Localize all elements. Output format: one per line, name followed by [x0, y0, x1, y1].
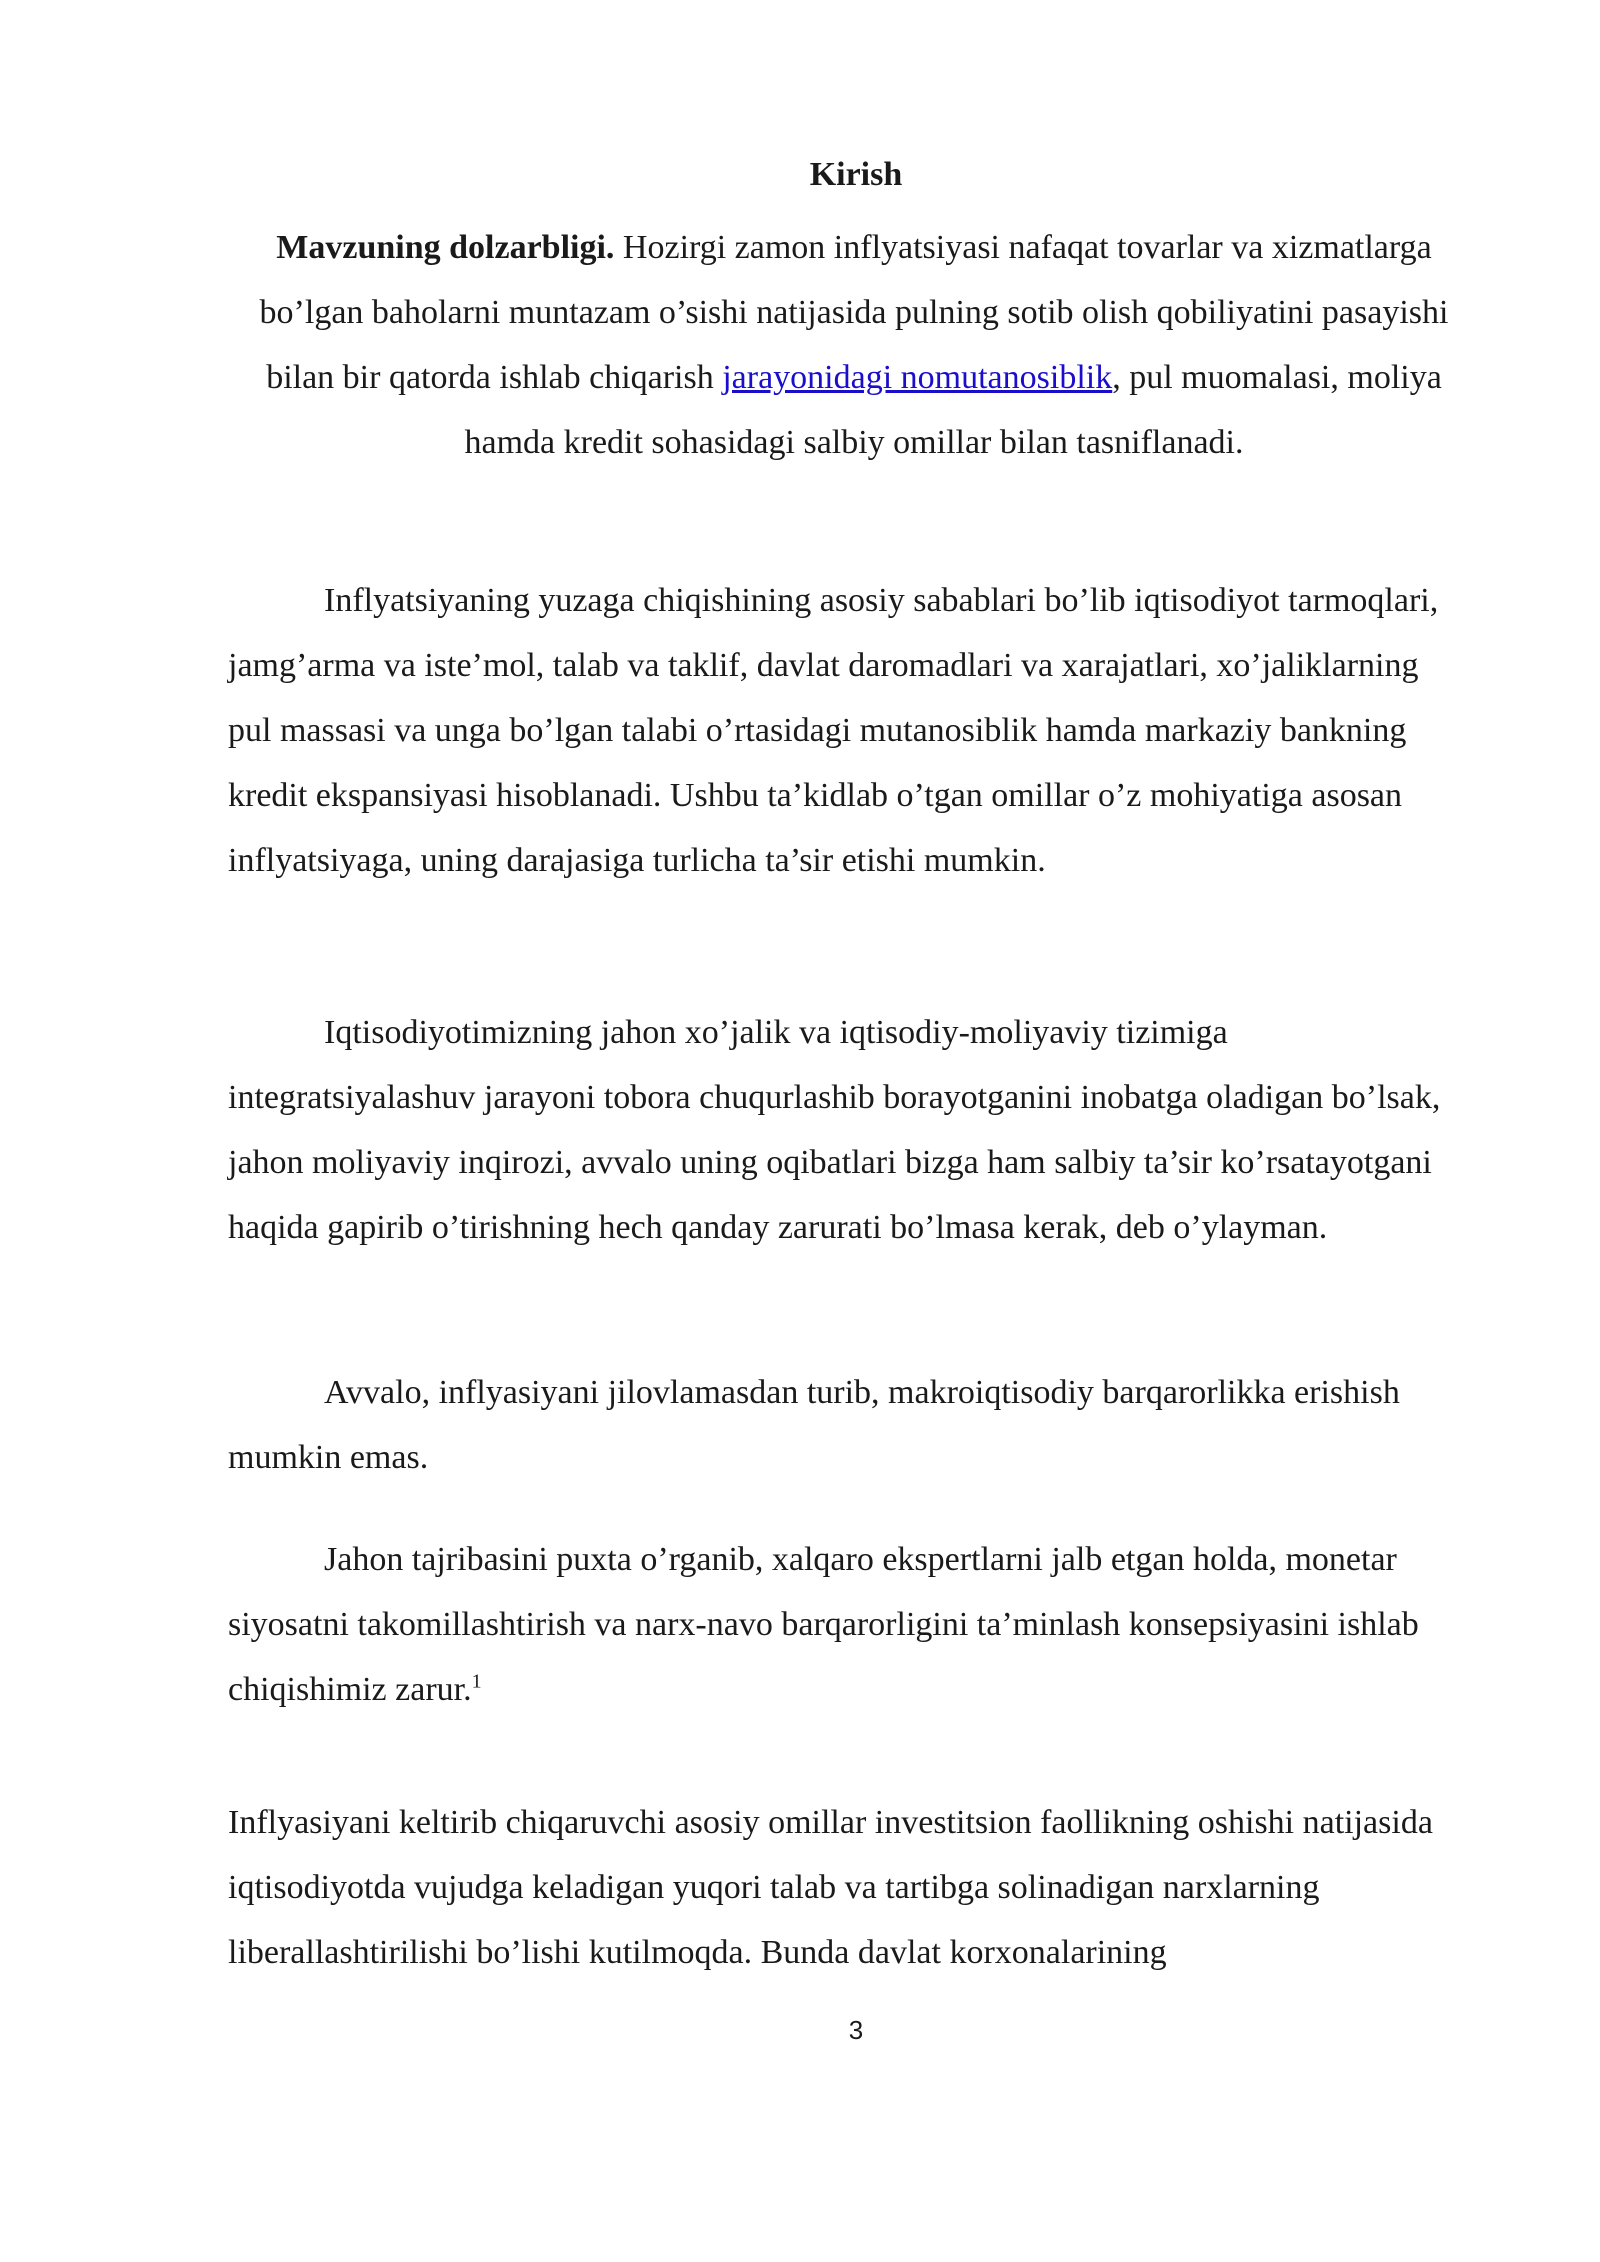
body-paragraph-2: Iqtisodiyotimizning jahon xo’jalik va iqtisodiy-moliyaviy tizimiga integratsiyalashuv jarayoni tobora chuqurlashib borayotganini inobatga oladigan bo’lsak, jahon moliyaviy inqirozi, avvalo uning oqibatlari bizga ham salbiy ta’sir ko’rsatayotgani haqida gapirib o’tirishning hech qanday zarurati bo’lmasa kerak, deb o’ylayman. — [228, 1014, 1441, 1246]
intro-hyperlink[interactable]: jarayonidagi nomutanosiblik — [722, 359, 1113, 396]
page-number: 3 — [848, 2015, 864, 2045]
body-paragraph-4-text: Jahon tajribasini puxta o’rganib, xalqaro ekspertlarni jalb etgan holda, monetar siyosatni takomillashtirish va narx-navo barqarorligini ta’minlash konsepsiyasini ishlab chiqishimiz zarur. — [228, 1541, 1419, 1708]
intro-text-after-link: , pul muomalasi, moliya hamda kredit sohasidagi salbiy omillar bilan tasniflanadi. — [464, 359, 1442, 461]
body-paragraph-4 — [228, 1527, 1468, 1722]
body-paragraph-1: Inflyatsiyaning yuzaga chiqishining asosiy sabablari bo’lib iqtisodiyot tarmoqlari, jamg’arma va iste’mol, talab va taklif, davlat daromadlari va xarajatlari, xo’jaliklarning pul massasi va unga bo’lgan talabi o’rtasidagi mutanosiblik hamda markaziy bankning kredit ekspansiyasi hisoblanadi. Ushbu ta’kidlab o’tgan omillar o’z mohiyatiga asosan inflyatsiyaga, uning darajasiga turlicha ta’sir etishi mumkin. — [228, 582, 1439, 879]
intro-text-before-link: Hozirgi zamon inflyatsiyasi nafaqat tovarlar va xizmatlarga bo’lgan baholarni muntazam o’sishi natijasida pulning sotib olish qobiliyatini pasayishi bilan bir qatorda ishlab chiqarish — [259, 229, 1449, 396]
page-title: Kirish — [809, 156, 903, 193]
body-paragraph-3: Avvalo, inflyasiyani jilovlamasdan turib, makroiqtisodiy barqarorlikka erishish mumkin emas. — [228, 1374, 1400, 1476]
intro-lead: Mavzuning dolzarbligi. — [276, 229, 615, 266]
footnote-reference[interactable]: 1 — [471, 1670, 482, 1693]
body-paragraph-5: Inflyasiyani keltirib chiqaruvchi asosiy omillar investitsion faollikning oshishi natijasida iqtisodiyotda vujudga keladigan yuqori talab va tartibga solinadigan narxlarning liberallashtirilishi bo’lishi kutilmoqda. Bunda davlat korxonalarining — [228, 1804, 1433, 1971]
intro-paragraph — [252, 215, 1456, 475]
